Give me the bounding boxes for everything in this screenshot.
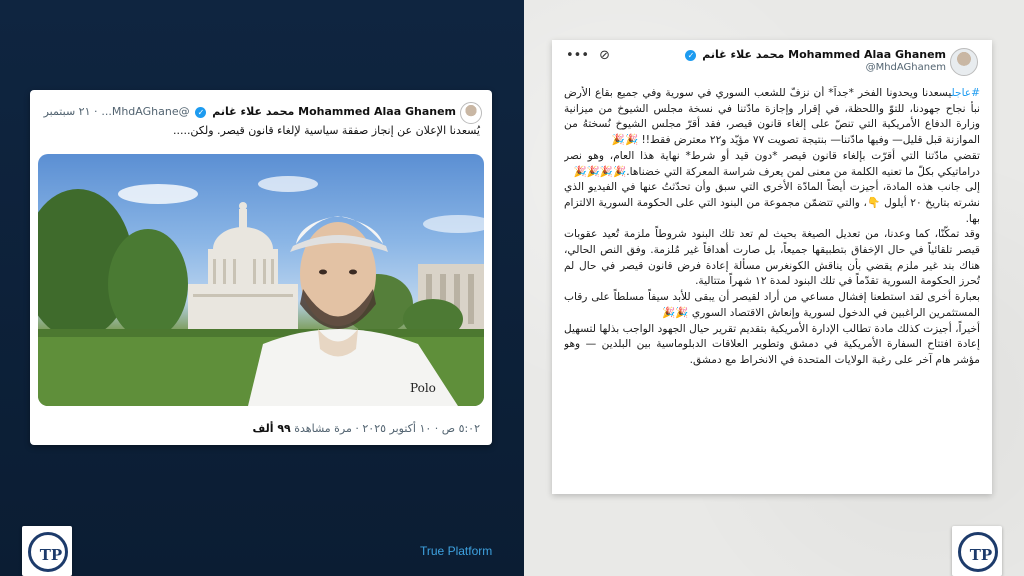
author-name[interactable]: Mohammed Alaa Ghanem محمد علاء غانم <box>702 48 946 61</box>
tweet-date[interactable]: ٢١ سبتمبر <box>43 105 91 118</box>
more-options-icon[interactable]: ••• <box>566 48 590 63</box>
capitol-building <box>188 202 298 329</box>
tweet-header <box>42 102 482 124</box>
tweet-body <box>564 86 980 488</box>
svg-text:Polo: Polo <box>410 381 436 395</box>
verified-badge-icon: ✓ <box>685 50 696 61</box>
tweet-paragraph: أخيراً، أجيزت كذلك مادة تطالب الإدارة الأمريكية بتقديم تقرير حيال الجهود الواجب بذلها لتسهيل إعادة افتتاح السفارة الأمريكية في دمشق وتطوير العلاقات الدبلوماسية بين البلدين — وهو مؤشر هام آخر على رغبة الولايات المتحدة في الانخراط مع دمشق. <box>564 322 980 366</box>
capitol-selfie-illustration <box>38 154 484 406</box>
brand-name: True Platform <box>420 544 493 558</box>
tweet-card-left[interactable] <box>30 90 492 445</box>
tweet-paragraph: تقضي مادّتنا التي أقرّت بإلغاء قانون قيصر *دون قيد أو شرط* نهاية هذا العام، وهو نصر دراماتيكي بكلّ ما تعنيه الكلمة من معنى لمن يعرف شراسة المعركة التي خضناها.🎉🎉🎉🎉 <box>564 149 980 178</box>
verified-badge-icon: ✓ <box>195 107 206 118</box>
tweet-footer <box>252 422 480 435</box>
tweet-paragraph: يسعدنا ويحدونا الفخر *جداً* أن نزفّ للشعب السوري في سورية وفي جميع بقاع الأرض نبأ نجاح جهودنا، للتوّ واللحظة، في إقرار وإجازة مادّتنا في نسخة مجلس الشيوخ من ميزانية وزارة الدفاع الأمريكية التي تنصّ على إلغاء قانون قيصر، فقد أقرّ مجلس الشيوخ نُسختهُ من الموازنة قبل قليل— وفيها مادّتنا— بنتيجة تصويت ٧٧ مؤيّد و٢٢ معترض فقط!! 🎉🎉 <box>564 87 980 147</box>
grok-icon[interactable]: ⊘ <box>599 48 611 63</box>
avatar[interactable] <box>950 48 978 76</box>
tweet-actions-top <box>566 48 610 63</box>
tp-logo-left <box>22 526 72 576</box>
avatar[interactable] <box>460 102 482 124</box>
tweet-card-right[interactable] <box>552 40 992 494</box>
author-handle[interactable]: @MhdAGhane... <box>101 105 190 118</box>
tweet-paragraph: بعبارة أخرى لقد استطعنا إفشال مساعي من أراد لقيصر أن يبقى للأبد سيفاً مسلطاً على رقاب المستثمرين الراغبين في الدخول لسورية وإنعاش الاقتصاد السوري 🎉🎉 <box>564 291 980 319</box>
tweet-text: يُسعدنا الإعلان عن إنجاز صفقة سياسية لإلغاء قانون قيصر. ولكن..... <box>172 124 480 137</box>
tweet-paragraph: وقد تمكّنّا، كما وعدنا، من تعديل الصيغة بحيث لم تعد تلك البنود شروطاً ملزمة تُعيد عقوبات قيصر تلقائياً في حال الإخفاق بتطبيقها جميعاً، بل صارت أهدافاً غير مُلزمة. وفق النص الحالي، هناك بند غير ملزم يقضي بأن يناقش الكونغرس مسألة إعادة فرض قانون قيصر في حال لم تُحرز الحكومة السورية تقدّماً في تلك البنود لمدة ١٢ شهراً متتالية. <box>564 228 980 288</box>
tp-logo-icon: TP <box>958 532 998 572</box>
hashtag-line <box>564 86 980 149</box>
author-handle[interactable]: @MhdAGhanem <box>865 62 946 73</box>
author-name[interactable]: Mohammed Alaa Ghanem محمد علاء غانم <box>212 105 456 118</box>
tp-logo-icon: TP <box>28 532 68 572</box>
tweet-video-thumbnail[interactable] <box>38 154 484 406</box>
tweet-paragraph: إلى جانب هذه المادة، أجيزت أيضاً المادّة الأخرى التي سبق وأن تحدّثتُ عنها في الفيديو الذي نشرته بتاريخ ٢٠ أيلول 👇، والتي تتضمّن مجموعة من البنود التي على الحكومة السورية الالتزام بها. <box>564 181 980 225</box>
author-line[interactable] <box>683 48 946 61</box>
view-count: ٩٩ ألف <box>252 422 291 435</box>
author-line[interactable]: Mohammed Alaa Ghanem محمد علاء غانم ✓ @MhdAGhane... · ٢١ سبتمبر <box>43 105 456 118</box>
tp-logo-right <box>952 526 1002 576</box>
tweet-timestamp[interactable]: ٥:٠٢ ص · ١٠ أكتوبر ٢٠٢٥ · مرة مشاهدة <box>294 422 480 435</box>
hashtag-link[interactable]: #عاجل <box>951 87 980 99</box>
